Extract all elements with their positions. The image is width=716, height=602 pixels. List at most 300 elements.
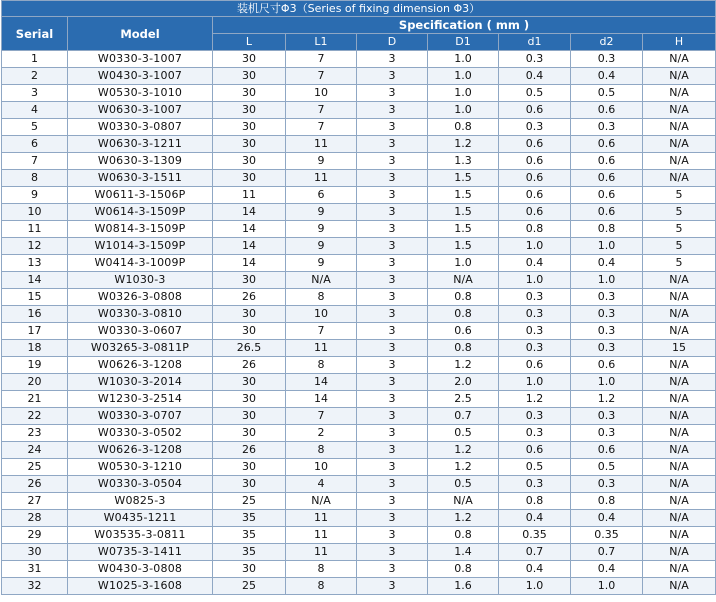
column-header-d2-small: d2 (571, 34, 643, 51)
cell-l1: 7 (286, 408, 357, 425)
cell-l1: 10 (286, 306, 357, 323)
cell-d: 3 (357, 578, 428, 595)
cell-d: 3 (357, 119, 428, 136)
table-row (2, 442, 716, 459)
cell-l1: 11 (286, 340, 357, 357)
cell-l1: 7 (286, 51, 357, 68)
cell-d: 3 (357, 357, 428, 374)
cell-serial: 6 (2, 136, 68, 153)
cell-model: W0330-3-0810 (68, 306, 213, 323)
cell-h: N/A (643, 527, 716, 544)
cell-d: 3 (357, 391, 428, 408)
cell-l: 14 (213, 204, 286, 221)
cell-d2-small: 0.5 (571, 459, 643, 476)
table-row (2, 51, 716, 68)
cell-d2-small: 1.0 (571, 374, 643, 391)
cell-d1: 1.5 (428, 170, 499, 187)
cell-d: 3 (357, 544, 428, 561)
cell-d: 3 (357, 459, 428, 476)
cell-l1: 11 (286, 510, 357, 527)
cell-d: 3 (357, 255, 428, 272)
cell-d1-small: 0.3 (499, 119, 571, 136)
cell-d: 3 (357, 272, 428, 289)
cell-l: 30 (213, 119, 286, 136)
table-row (2, 578, 716, 595)
cell-d1: 1.6 (428, 578, 499, 595)
cell-d1-small: 0.3 (499, 425, 571, 442)
cell-d: 3 (357, 102, 428, 119)
cell-d2-small: 0.4 (571, 510, 643, 527)
cell-d1-small: 0.3 (499, 306, 571, 323)
cell-d1: N/A (428, 272, 499, 289)
cell-d1-small: 0.35 (499, 527, 571, 544)
cell-serial: 25 (2, 459, 68, 476)
cell-serial: 29 (2, 527, 68, 544)
cell-l: 30 (213, 459, 286, 476)
cell-l: 30 (213, 51, 286, 68)
column-header-d1-small: d1 (499, 34, 571, 51)
cell-d2-small: 1.0 (571, 272, 643, 289)
cell-h: N/A (643, 323, 716, 340)
cell-d1: 1.0 (428, 51, 499, 68)
cell-model: W0630-3-1211 (68, 136, 213, 153)
cell-l: 30 (213, 68, 286, 85)
cell-d2-small: 0.3 (571, 306, 643, 323)
cell-serial: 13 (2, 255, 68, 272)
cell-d: 3 (357, 68, 428, 85)
cell-h: N/A (643, 119, 716, 136)
cell-d1-small: 0.6 (499, 170, 571, 187)
table-row (2, 204, 716, 221)
cell-d1-small: 1.0 (499, 238, 571, 255)
cell-l: 30 (213, 170, 286, 187)
cell-h: N/A (643, 102, 716, 119)
cell-d1: 1.2 (428, 357, 499, 374)
cell-model: W0611-3-1506P (68, 187, 213, 204)
cell-serial: 20 (2, 374, 68, 391)
cell-l: 35 (213, 510, 286, 527)
cell-l: 35 (213, 544, 286, 561)
table-row (2, 425, 716, 442)
cell-l: 30 (213, 374, 286, 391)
cell-d1-small: 0.6 (499, 102, 571, 119)
cell-h: N/A (643, 408, 716, 425)
cell-d: 3 (357, 238, 428, 255)
cell-d2-small: 0.3 (571, 340, 643, 357)
cell-d: 3 (357, 187, 428, 204)
column-header-d: D (357, 34, 428, 51)
table-row (2, 476, 716, 493)
cell-d1-small: 0.3 (499, 408, 571, 425)
cell-l: 26.5 (213, 340, 286, 357)
cell-model: W1025-3-1608 (68, 578, 213, 595)
cell-d: 3 (357, 408, 428, 425)
cell-l1: 6 (286, 187, 357, 204)
cell-d: 3 (357, 323, 428, 340)
cell-d: 3 (357, 136, 428, 153)
cell-d1: 0.8 (428, 289, 499, 306)
cell-d: 3 (357, 374, 428, 391)
cell-model: W0414-3-1009P (68, 255, 213, 272)
cell-l: 26 (213, 442, 286, 459)
cell-l: 30 (213, 136, 286, 153)
table-row (2, 374, 716, 391)
cell-serial: 8 (2, 170, 68, 187)
cell-d1-small: 0.8 (499, 493, 571, 510)
cell-h: N/A (643, 153, 716, 170)
cell-l: 30 (213, 425, 286, 442)
table-row (2, 119, 716, 136)
cell-l1: N/A (286, 493, 357, 510)
table-row (2, 68, 716, 85)
cell-d1: 0.8 (428, 561, 499, 578)
cell-l1: 14 (286, 374, 357, 391)
cell-d1: 1.2 (428, 136, 499, 153)
cell-model: W03535-3-0811 (68, 527, 213, 544)
cell-h: N/A (643, 306, 716, 323)
cell-model: W0330-3-0707 (68, 408, 213, 425)
cell-l1: 11 (286, 544, 357, 561)
cell-l1: 10 (286, 85, 357, 102)
model-header: Model (68, 17, 213, 51)
cell-h: N/A (643, 51, 716, 68)
cell-d1: 0.5 (428, 476, 499, 493)
cell-serial: 26 (2, 476, 68, 493)
cell-l1: 7 (286, 323, 357, 340)
cell-l: 30 (213, 323, 286, 340)
cell-h: N/A (643, 136, 716, 153)
cell-model: W0630-3-1511 (68, 170, 213, 187)
cell-l: 30 (213, 408, 286, 425)
cell-d2-small: 0.3 (571, 408, 643, 425)
table-row (2, 255, 716, 272)
cell-h: 5 (643, 255, 716, 272)
cell-h: 15 (643, 340, 716, 357)
table-row (2, 136, 716, 153)
cell-d1: 1.0 (428, 85, 499, 102)
cell-d1-small: 0.5 (499, 459, 571, 476)
table-row (2, 102, 716, 119)
cell-serial: 1 (2, 51, 68, 68)
cell-d2-small: 0.5 (571, 85, 643, 102)
table-row (2, 323, 716, 340)
cell-model: W0435-1211 (68, 510, 213, 527)
table-row (2, 459, 716, 476)
cell-serial: 5 (2, 119, 68, 136)
column-header-l: L (213, 34, 286, 51)
cell-serial: 4 (2, 102, 68, 119)
cell-d: 3 (357, 527, 428, 544)
cell-l: 30 (213, 85, 286, 102)
cell-d1-small: 0.3 (499, 340, 571, 357)
cell-serial: 21 (2, 391, 68, 408)
cell-d: 3 (357, 340, 428, 357)
cell-d2-small: 0.4 (571, 68, 643, 85)
cell-d1: 0.5 (428, 425, 499, 442)
cell-l: 25 (213, 578, 286, 595)
cell-l: 30 (213, 272, 286, 289)
cell-serial: 7 (2, 153, 68, 170)
cell-d1-small: 0.7 (499, 544, 571, 561)
cell-serial: 14 (2, 272, 68, 289)
cell-l1: 8 (286, 578, 357, 595)
cell-serial: 18 (2, 340, 68, 357)
table-row (2, 357, 716, 374)
cell-l1: 2 (286, 425, 357, 442)
cell-l: 14 (213, 238, 286, 255)
cell-d2-small: 0.6 (571, 187, 643, 204)
cell-serial: 15 (2, 289, 68, 306)
cell-d: 3 (357, 493, 428, 510)
cell-model: W0326-3-0808 (68, 289, 213, 306)
cell-l: 30 (213, 391, 286, 408)
cell-d1: 1.3 (428, 153, 499, 170)
cell-d1: N/A (428, 493, 499, 510)
cell-d2-small: 0.8 (571, 221, 643, 238)
cell-d2-small: 0.6 (571, 136, 643, 153)
cell-l: 30 (213, 102, 286, 119)
cell-d2-small: 0.4 (571, 561, 643, 578)
cell-d2-small: 0.3 (571, 119, 643, 136)
spec-table (1, 0, 716, 595)
cell-h: N/A (643, 459, 716, 476)
cell-l1: 9 (286, 204, 357, 221)
cell-model: W0330-3-0607 (68, 323, 213, 340)
cell-d2-small: 0.4 (571, 255, 643, 272)
cell-l1: 8 (286, 357, 357, 374)
table-row (2, 238, 716, 255)
cell-d1-small: 0.3 (499, 323, 571, 340)
cell-d: 3 (357, 170, 428, 187)
cell-d2-small: 0.8 (571, 493, 643, 510)
cell-l1: 11 (286, 527, 357, 544)
cell-h: N/A (643, 289, 716, 306)
cell-l1: 10 (286, 459, 357, 476)
cell-d: 3 (357, 442, 428, 459)
cell-serial: 16 (2, 306, 68, 323)
cell-l: 11 (213, 187, 286, 204)
cell-d1: 0.6 (428, 323, 499, 340)
cell-d2-small: 0.6 (571, 170, 643, 187)
table-row (2, 221, 716, 238)
cell-h: N/A (643, 442, 716, 459)
cell-model: W0735-3-1411 (68, 544, 213, 561)
cell-d1-small: 1.0 (499, 272, 571, 289)
cell-model: W0630-3-1309 (68, 153, 213, 170)
cell-h: N/A (643, 425, 716, 442)
cell-h: 5 (643, 204, 716, 221)
cell-l: 26 (213, 289, 286, 306)
table-title: 装机尺寸Φ3（Series of fixing dimension Φ3） (2, 1, 716, 17)
cell-serial: 11 (2, 221, 68, 238)
cell-l: 25 (213, 493, 286, 510)
cell-d1-small: 0.6 (499, 187, 571, 204)
cell-model: W0626-3-1208 (68, 357, 213, 374)
cell-l1: 14 (286, 391, 357, 408)
table-row (2, 85, 716, 102)
cell-d2-small: 0.3 (571, 289, 643, 306)
cell-d1-small: 0.4 (499, 510, 571, 527)
cell-serial: 17 (2, 323, 68, 340)
cell-d1-small: 0.6 (499, 136, 571, 153)
cell-h: N/A (643, 374, 716, 391)
cell-d2-small: 1.0 (571, 238, 643, 255)
cell-d: 3 (357, 221, 428, 238)
cell-l1: 8 (286, 442, 357, 459)
cell-d1: 1.5 (428, 238, 499, 255)
cell-d2-small: 0.3 (571, 476, 643, 493)
cell-h: N/A (643, 578, 716, 595)
cell-d1-small: 0.3 (499, 51, 571, 68)
cell-d1-small: 1.0 (499, 578, 571, 595)
cell-d1-small: 0.4 (499, 561, 571, 578)
cell-h: N/A (643, 476, 716, 493)
cell-d: 3 (357, 306, 428, 323)
table-row (2, 493, 716, 510)
cell-d: 3 (357, 561, 428, 578)
column-header-d1: D1 (428, 34, 499, 51)
cell-d: 3 (357, 204, 428, 221)
cell-d1: 0.8 (428, 119, 499, 136)
table-row (2, 170, 716, 187)
cell-l1: 7 (286, 68, 357, 85)
cell-serial: 22 (2, 408, 68, 425)
cell-d1: 1.0 (428, 68, 499, 85)
cell-d2-small: 0.7 (571, 544, 643, 561)
cell-d1-small: 0.4 (499, 255, 571, 272)
cell-model: W0330-3-0504 (68, 476, 213, 493)
cell-model: W0430-3-0808 (68, 561, 213, 578)
cell-d1-small: 0.3 (499, 476, 571, 493)
cell-l: 35 (213, 527, 286, 544)
cell-d1: 0.8 (428, 340, 499, 357)
cell-model: W0330-3-1007 (68, 51, 213, 68)
cell-l1: 9 (286, 153, 357, 170)
cell-l: 30 (213, 306, 286, 323)
cell-serial: 10 (2, 204, 68, 221)
cell-h: N/A (643, 357, 716, 374)
cell-l: 30 (213, 561, 286, 578)
column-header-l1: L1 (286, 34, 357, 51)
cell-l: 14 (213, 255, 286, 272)
cell-d: 3 (357, 85, 428, 102)
cell-d1-small: 1.0 (499, 374, 571, 391)
cell-serial: 28 (2, 510, 68, 527)
cell-l1: 8 (286, 289, 357, 306)
cell-model: W1030-3-2014 (68, 374, 213, 391)
cell-d1: 2.0 (428, 374, 499, 391)
cell-d: 3 (357, 476, 428, 493)
cell-l1: 7 (286, 119, 357, 136)
cell-d2-small: 0.6 (571, 204, 643, 221)
cell-d1: 1.0 (428, 255, 499, 272)
cell-d1: 1.5 (428, 187, 499, 204)
table-row (2, 289, 716, 306)
table-row (2, 561, 716, 578)
cell-d2-small: 0.6 (571, 153, 643, 170)
table-row (2, 391, 716, 408)
cell-d1-small: 1.2 (499, 391, 571, 408)
cell-h: N/A (643, 493, 716, 510)
cell-d2-small: 0.35 (571, 527, 643, 544)
cell-model: W0530-3-1010 (68, 85, 213, 102)
table-row (2, 187, 716, 204)
cell-d1-small: 0.4 (499, 68, 571, 85)
cell-d1: 2.5 (428, 391, 499, 408)
cell-d1-small: 0.6 (499, 442, 571, 459)
cell-model: W0614-3-1509P (68, 204, 213, 221)
cell-model: W1230-3-2514 (68, 391, 213, 408)
table-row (2, 527, 716, 544)
cell-l1: 9 (286, 238, 357, 255)
cell-d1: 1.4 (428, 544, 499, 561)
cell-d2-small: 0.3 (571, 323, 643, 340)
table-row (2, 340, 716, 357)
cell-h: N/A (643, 544, 716, 561)
cell-model: W1030-3 (68, 272, 213, 289)
cell-d: 3 (357, 51, 428, 68)
cell-serial: 27 (2, 493, 68, 510)
cell-d1: 1.5 (428, 204, 499, 221)
cell-d1-small: 0.5 (499, 85, 571, 102)
cell-model: W0626-3-1208 (68, 442, 213, 459)
cell-model: W1014-3-1509P (68, 238, 213, 255)
cell-d1: 0.8 (428, 527, 499, 544)
cell-serial: 3 (2, 85, 68, 102)
cell-serial: 19 (2, 357, 68, 374)
cell-l1: 7 (286, 102, 357, 119)
cell-d1-small: 0.8 (499, 221, 571, 238)
specification-header: Specification ( mm ) (213, 17, 716, 34)
cell-d2-small: 1.0 (571, 578, 643, 595)
cell-l: 30 (213, 476, 286, 493)
cell-d1: 1.2 (428, 459, 499, 476)
cell-l1: 4 (286, 476, 357, 493)
cell-l: 26 (213, 357, 286, 374)
cell-model: W0630-3-1007 (68, 102, 213, 119)
cell-l1: 9 (286, 221, 357, 238)
cell-l: 30 (213, 153, 286, 170)
cell-h: N/A (643, 561, 716, 578)
cell-d1: 1.2 (428, 510, 499, 527)
cell-serial: 2 (2, 68, 68, 85)
cell-d: 3 (357, 289, 428, 306)
cell-d1: 1.5 (428, 221, 499, 238)
cell-d: 3 (357, 425, 428, 442)
cell-serial: 12 (2, 238, 68, 255)
cell-d2-small: 0.3 (571, 51, 643, 68)
cell-model: W03265-3-0811P (68, 340, 213, 357)
table-row (2, 153, 716, 170)
cell-serial: 24 (2, 442, 68, 459)
cell-serial: 30 (2, 544, 68, 561)
table-body (2, 51, 716, 595)
table-row (2, 272, 716, 289)
cell-d: 3 (357, 153, 428, 170)
cell-l1: 11 (286, 170, 357, 187)
cell-model: W0430-3-1007 (68, 68, 213, 85)
cell-d2-small: 0.6 (571, 102, 643, 119)
cell-h: 5 (643, 221, 716, 238)
cell-l1: 9 (286, 255, 357, 272)
cell-h: N/A (643, 510, 716, 527)
cell-h: N/A (643, 391, 716, 408)
cell-l1: 8 (286, 561, 357, 578)
cell-serial: 32 (2, 578, 68, 595)
cell-h: N/A (643, 68, 716, 85)
cell-l1: 11 (286, 136, 357, 153)
cell-d1: 0.7 (428, 408, 499, 425)
